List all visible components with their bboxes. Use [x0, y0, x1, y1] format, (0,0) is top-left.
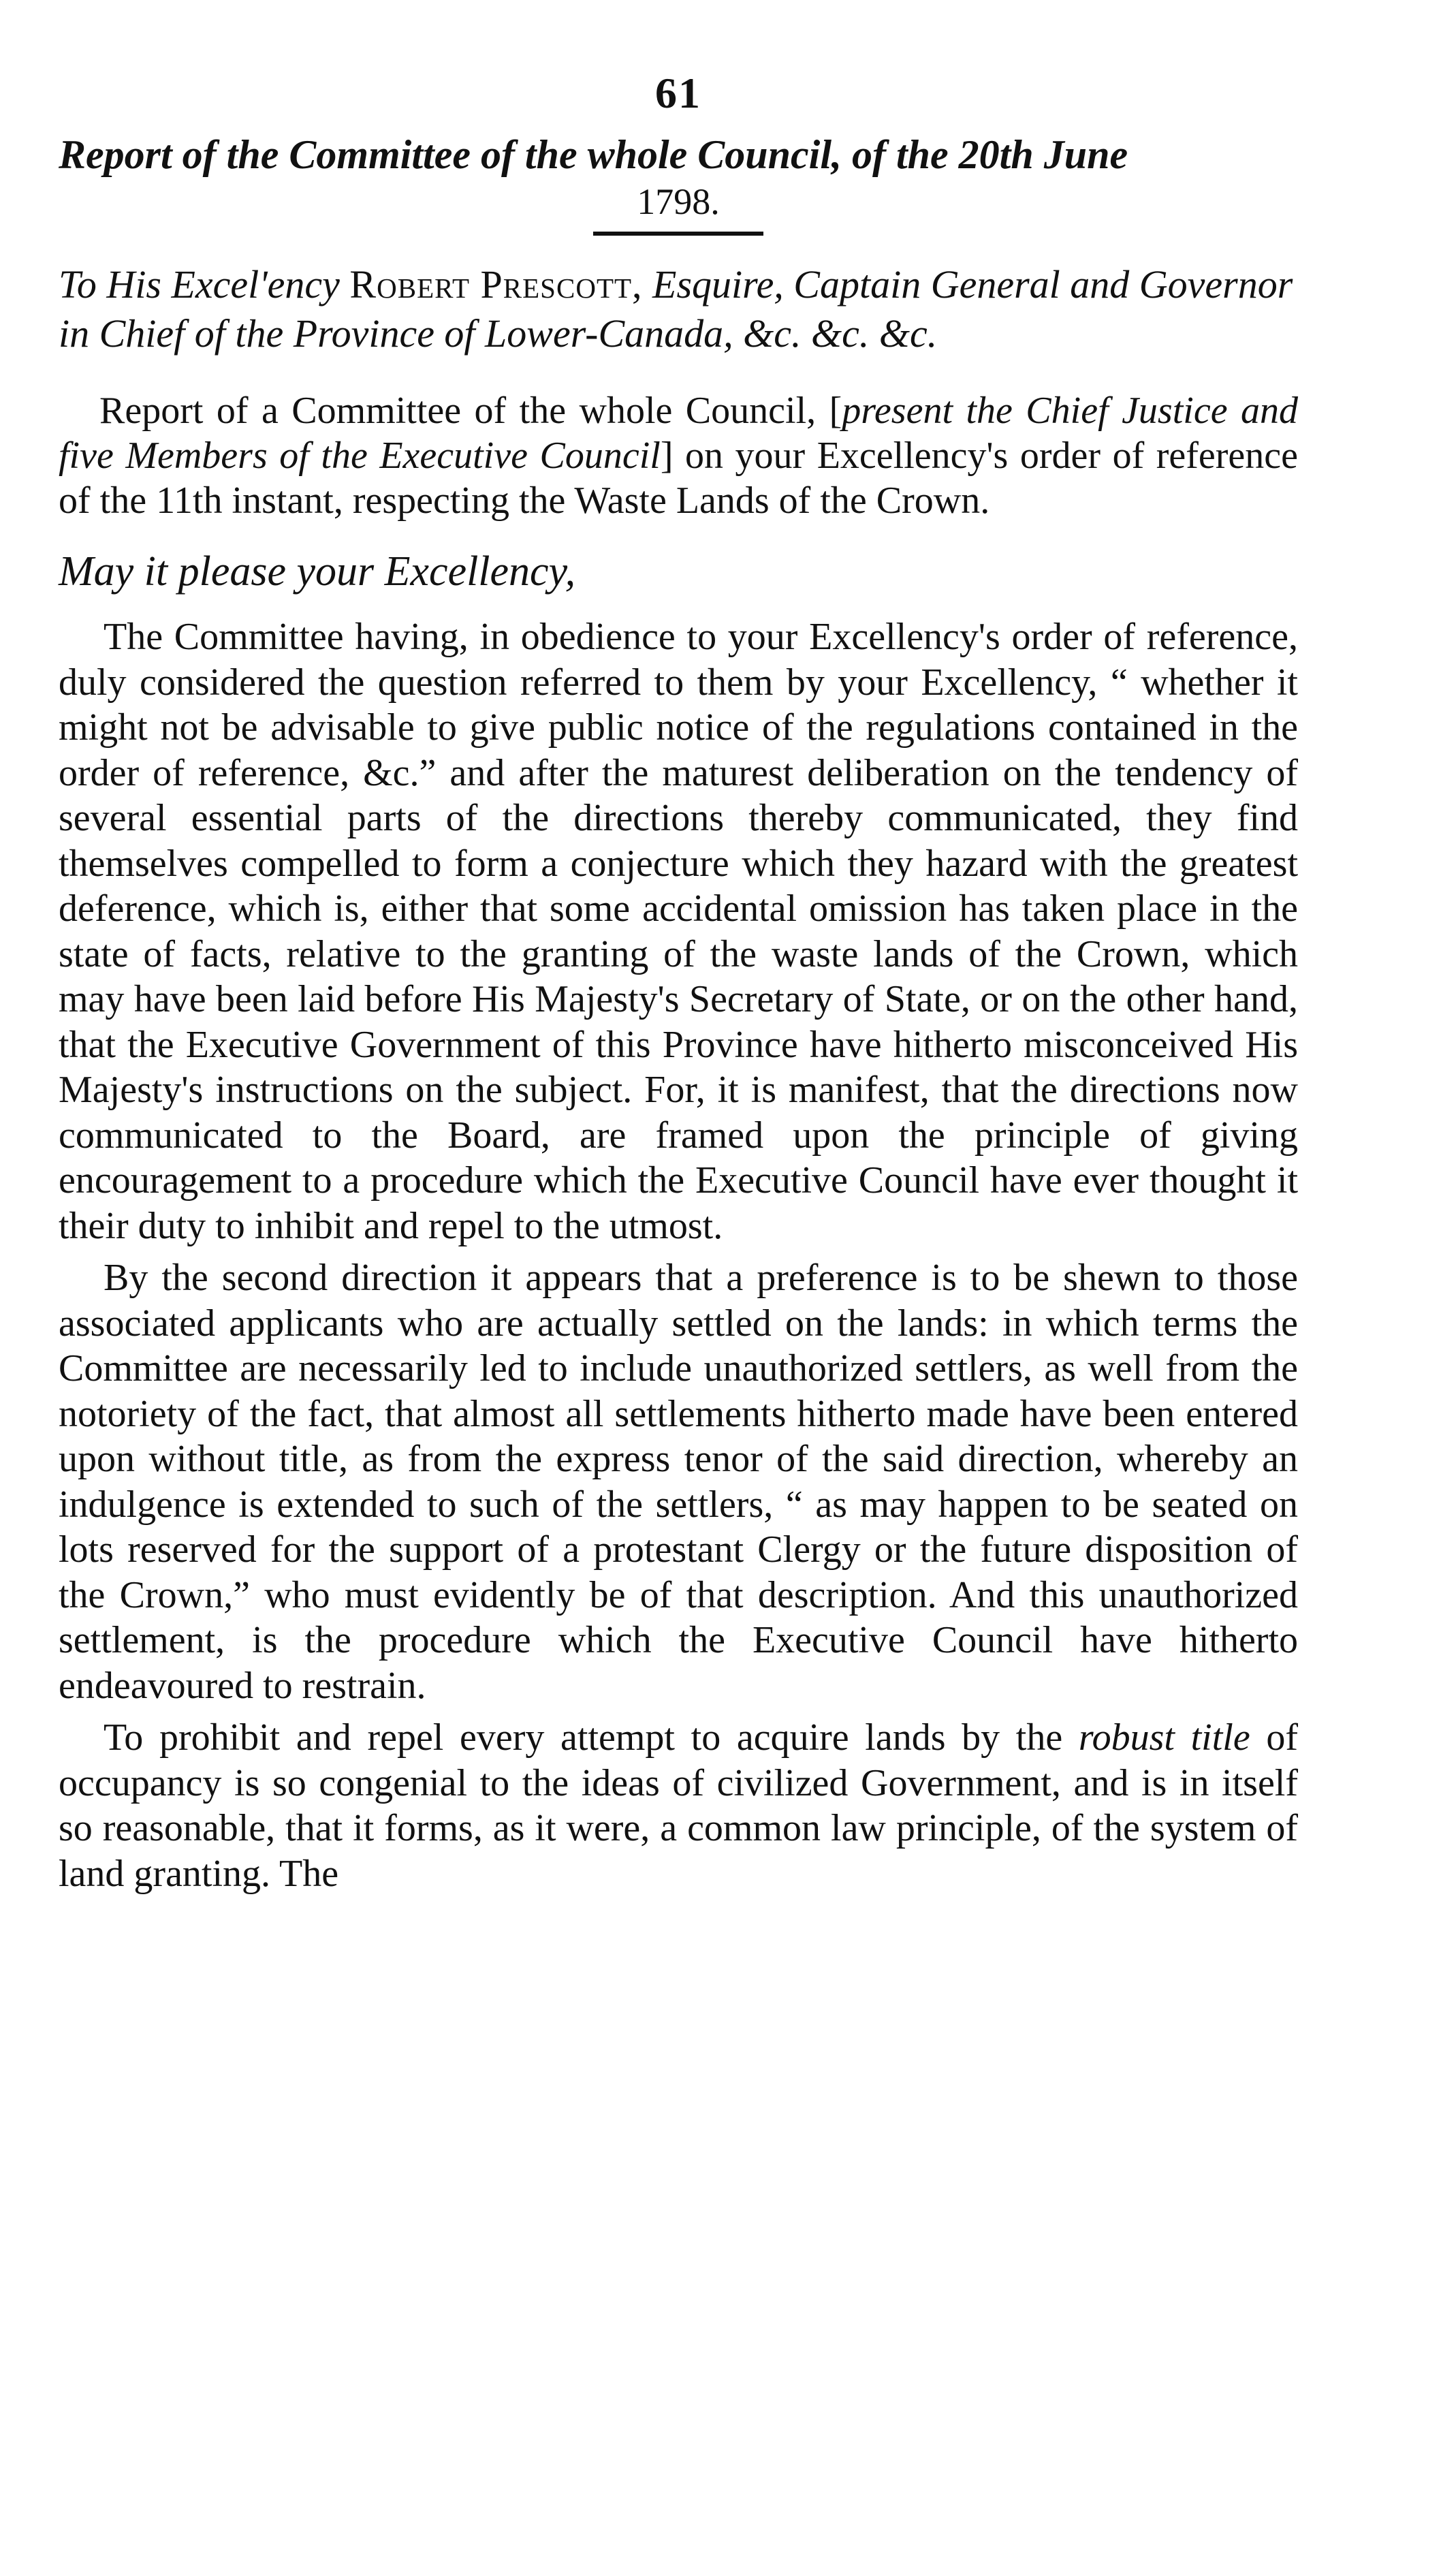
report-intro	[59, 388, 1298, 523]
salutation: May it please your Excellency,	[59, 548, 576, 595]
address-suffix: Esquire, Captain General and Governor in Chief of the Province of Lower-Canada, &c. &c. &c.	[59, 262, 1293, 356]
page-number: 61	[655, 69, 701, 117]
body-paragraph-1: The Committee having, in obedience to your Excellency's order of reference, duly considered the question referred to them by your Excellency, “ whether it might not be advisable to give public notice of the regulations contained in the order of reference, &c.” and after the maturest deliberation on the tendency of several essential parts of the directions thereby communicated, they find themselves compelled to form a conjecture which they hazard with the greatest deference, which is, either that some accidental omission has taken place in the state of facts, relative to the granting of the waste lands of the Crown, which may have been laid before His Majesty's Secretary of State, or on the other hand, that the Executive Government of this Province have hitherto misconceived His Majesty's instructions on the subject. For, it is manifest, that the directions now communicated to the Board, are framed upon the principle of giving encouragement to a procedure which the Executive Council have ever thought it their duty to inhibit and repel to the utmost.	[59, 616, 1298, 1247]
title-rule	[593, 232, 763, 236]
address-name: Robert Prescott,	[349, 262, 643, 307]
intro-part-2: ] on your Excellency's order of reference of the 11th instant, respecting the Waste Lands of the Crown.	[59, 435, 1298, 522]
report-title: Report of the Committee of the whole Council, of the 20th June	[59, 132, 1128, 177]
p3-part-2: of occupancy is so congenial to the ideas of civilized Government, and is in itself so reasonable, that it forms, as it were, a common law principle, of the system of land granting. The	[59, 1716, 1298, 1895]
address-block	[59, 260, 1298, 358]
intro-part-1: Report of a Committee of the whole Council, [	[99, 390, 842, 432]
p3-part-1: To prohibit and repel every attempt to acquire lands by the	[104, 1716, 1079, 1759]
p3-italic: robust title	[1078, 1716, 1250, 1759]
report-year: 1798.	[637, 181, 720, 222]
intro-italic: present the Chief Justice and five Members of the Executive Council	[59, 390, 1298, 477]
body-paragraph-2: By the second direction it appears that a preference is to be shewn to those associated applicants who are actually settled on the lands: in which terms the Committee are necessarily led to include unauthorized settlers, as well from the notoriety of the fact, that almost all settlements hitherto made have been entered upon without title, as from the express tenor of the said direction, whereby an indulgence is extended to such of the settlers, “ as may happen to be seated on lots reserved for the support of a protestant Clergy or the future disposition of the Crown,” who must evidently be of that description. And this unauthorized settlement, is the procedure which the Executive Council have hitherto endeavoured to restrain.	[59, 1257, 1298, 1707]
body-paragraph-3	[59, 1715, 1298, 1896]
address-prefix: To His Excel'ency	[59, 262, 350, 307]
